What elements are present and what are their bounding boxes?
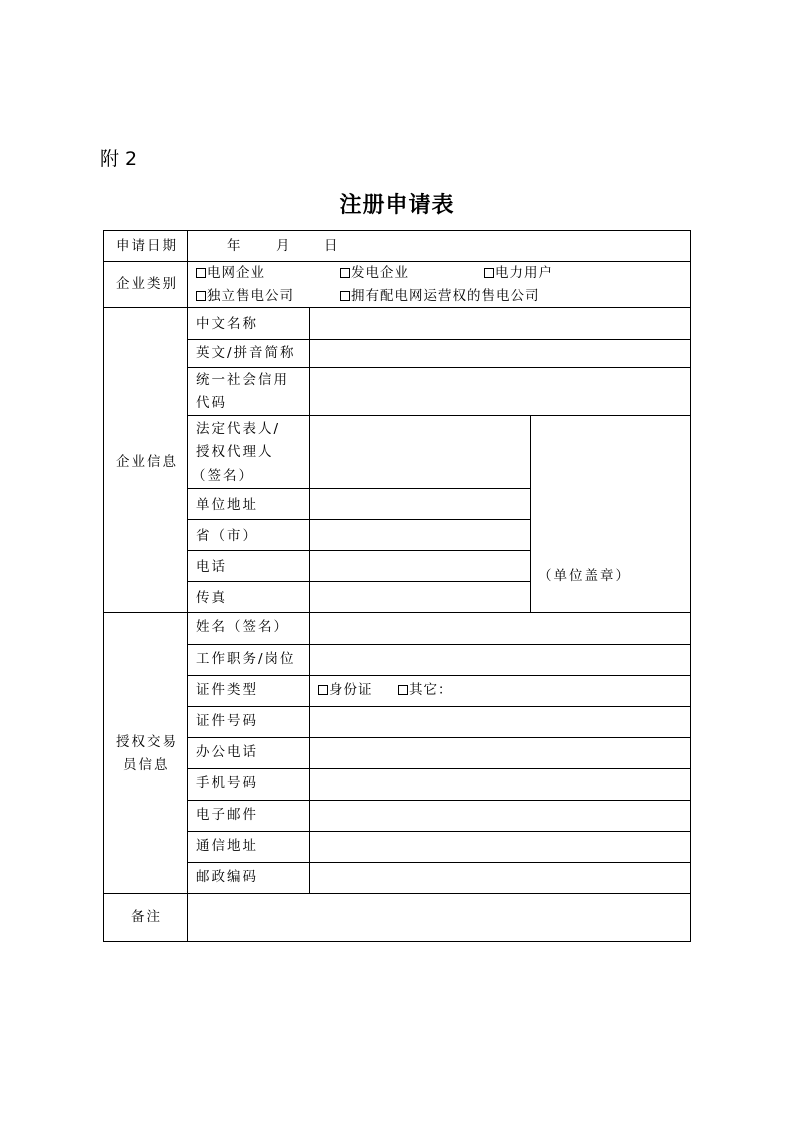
mail-address-label: 通信地址 — [196, 838, 258, 854]
option-power-generation[interactable]: 发电企业 — [340, 267, 409, 281]
trader-name-label: 姓名（签名） — [196, 619, 289, 635]
year-label: 年 — [227, 238, 243, 254]
cn-name-label: 中文名称 — [196, 316, 258, 332]
fax-input[interactable] — [310, 582, 530, 612]
row-line — [104, 261, 690, 262]
postcode-label: 邮政编码 — [196, 869, 258, 885]
row-line — [187, 675, 690, 676]
option-grid-enterprise[interactable]: 电网企业 — [196, 267, 265, 281]
credit-code-label: 统一社会信用 — [196, 372, 289, 388]
trader-name-input[interactable] — [310, 613, 690, 644]
mail-address-input[interactable] — [310, 832, 690, 862]
option-other-id[interactable]: 其它： — [398, 684, 453, 698]
office-phone-label: 办公电话 — [196, 744, 258, 760]
credit-code-input[interactable] — [310, 368, 690, 415]
legal-rep-signature-area[interactable] — [310, 416, 530, 488]
form-title: 注册申请表 — [339, 192, 455, 218]
day-label: 日 — [324, 238, 340, 254]
province-label: 省（市） — [196, 528, 258, 544]
legal-rep-label-3: （签名） — [192, 468, 254, 484]
enterprise-type-label: 企业类别 — [116, 276, 178, 292]
position-input[interactable] — [310, 645, 690, 675]
office-phone-input[interactable] — [310, 738, 690, 768]
position-label: 工作职务/岗位 — [196, 651, 296, 667]
checkbox-icon[interactable] — [340, 291, 350, 301]
col-line — [530, 415, 531, 612]
mobile-label: 手机号码 — [196, 775, 258, 791]
address-label: 单位地址 — [196, 497, 258, 513]
checkbox-icon[interactable] — [318, 685, 328, 695]
postcode-input[interactable] — [310, 863, 690, 893]
trader-info-label-2: 员信息 — [123, 757, 170, 773]
en-name-label: 英文/拼音简称 — [196, 345, 296, 361]
trader-info-label: 授权交易 — [116, 734, 178, 750]
mobile-input[interactable] — [310, 769, 690, 800]
credit-code-label-2: 代码 — [196, 395, 227, 411]
month-label: 月 — [276, 238, 292, 254]
apply-date-label: 申请日期 — [116, 238, 178, 254]
option-id-card[interactable]: 身份证 — [318, 684, 373, 698]
attachment-label: 附 2 — [100, 148, 138, 170]
seal-label: （单位盖章） — [538, 568, 631, 584]
remarks-input[interactable] — [188, 894, 690, 941]
remarks-label: 备注 — [131, 909, 162, 925]
legal-rep-label: 法定代表人/ — [196, 421, 281, 437]
id-type-label: 证件类型 — [196, 682, 258, 698]
address-input[interactable] — [310, 489, 530, 519]
option-power-user[interactable]: 电力用户 — [484, 267, 553, 281]
phone-label: 电话 — [196, 559, 227, 575]
checkbox-icon[interactable] — [484, 268, 494, 278]
registration-form — [103, 230, 691, 942]
province-input[interactable] — [310, 520, 530, 550]
checkbox-icon[interactable] — [196, 268, 206, 278]
email-label: 电子邮件 — [196, 807, 258, 823]
col-line — [187, 231, 188, 941]
option-distribution-retailer[interactable]: 拥有配电网运营权的售电公司 — [340, 290, 540, 304]
id-number-label: 证件号码 — [196, 713, 258, 729]
en-name-input[interactable] — [310, 340, 690, 367]
fax-label: 传真 — [196, 590, 227, 606]
checkbox-icon[interactable] — [398, 685, 408, 695]
email-input[interactable] — [310, 801, 690, 831]
enterprise-info-label: 企业信息 — [116, 454, 178, 470]
legal-rep-label-2: 授权代理人 — [196, 444, 274, 460]
checkbox-icon[interactable] — [196, 291, 206, 301]
checkbox-icon[interactable] — [340, 268, 350, 278]
option-independent-retailer[interactable]: 独立售电公司 — [196, 290, 294, 304]
id-number-input[interactable] — [310, 707, 690, 737]
phone-input[interactable] — [310, 551, 530, 581]
cn-name-input[interactable] — [310, 308, 690, 339]
